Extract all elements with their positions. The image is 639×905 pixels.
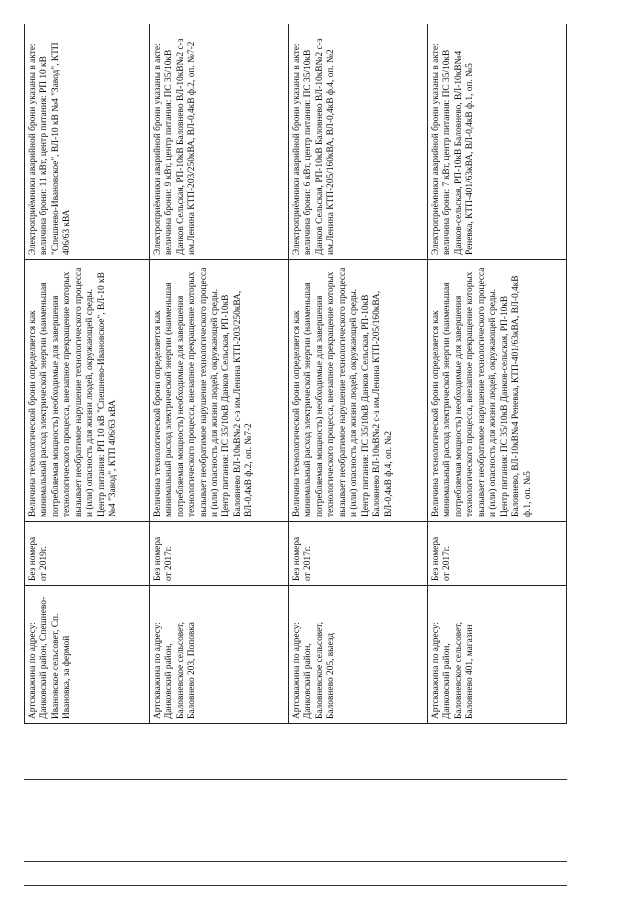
rotated-table-area — [24, 24, 567, 724]
number-cell: Без номера от 2017г. — [288, 522, 427, 586]
table-row — [288, 24, 427, 724]
emergency-cell: Электроприёмники аварийной брони указаны в акте: величина брони: 11 кВт, центр питания: РП 10 кВ "Спешнево-Ивановское", ВЛ-10 кВ №4 "Завод", КТП 406/63 кВА — [25, 24, 150, 260]
table-row — [149, 24, 288, 724]
number-cell: Без номера от 2017г. — [149, 522, 288, 586]
description-cell: Величина технологической брони определяется как минимальный расход электрической энергии (наименьшая потребляемая мощность) необходимые для завершения технологического процесса, внезапное прекращение которых вызывает необратимое нарушение технологического процесса и (или) опасность для жизни людей, окружающей среды. Центр питания: РП 10 кВ "Спешнево-Ивановское", ВЛ-10 кВ №4 "Завод", КТП 406/63 кВА — [25, 260, 150, 522]
reservation-table — [24, 24, 567, 724]
horizontal-rule — [24, 885, 567, 886]
number-cell: Без номера от 2019г. — [25, 522, 150, 586]
description-cell: Величина технологической брони определяется как минимальный расход электрической энергии (наименьшая потребляемая мощность) необходимые для завершения технологического процесса, внезапное прекращение которых вызывает необратимое нарушение технологического процесса и (или) опасность для жизни людей, окружающей среды. Центр питания: ПС 35/10кВ Данков-сельская, РП-10кВ Баловнево, ВЛ-10кВ№4 Реневка, КТП-401/63кВА, ВЛ-0,4кВ ф.1, оп. №5 — [427, 260, 566, 522]
table-row — [25, 24, 150, 724]
description-cell: Величина технологической брони определяется как минимальный расход электрической энергии (наименьшая потребляемая мощность) необходимые для завершения технологического процесса, внезапное прекращение которых вызывает необратимое нарушение технологического процесса и (или) опасность для жизни людей, окружающей среды. Центр питания: ПС 35/10кВ Данков Сельская, РП-10кВ Баловнево ВЛ-10кВ№2 с-з им.Ленина КТП-203/250кВА, ВЛ-0,4кВ ф.2, оп. №7-2 — [149, 260, 288, 522]
address-cell: Артскважина по адресу: Данковский район, Баловневское сельсовет, Баловнево 203, Поповка — [149, 586, 288, 724]
horizontal-rule — [24, 861, 567, 862]
table-row — [427, 24, 566, 724]
emergency-cell: Электроприёмники аварийной брони указаны в акте: величина брони: 6 кВт, центр питания: ПС 35/10кВ Данков Сельская, РП-10кВ Баловнево ВЛ-10кВ№2 с-з им.Ленина КТП-205/160кВА, ВЛ-0,4кВ ф.4, оп. №2 — [288, 24, 427, 260]
number-cell: Без номера от 2017г. — [427, 522, 566, 586]
horizontal-rule — [24, 779, 567, 780]
address-cell: Артскважина по адресу: Данковский район, Баловневское сельсовет, Баловнево 401, магазин — [427, 586, 566, 724]
description-cell: Величина технологической брони определяется как минимальный расход электрической энергии (наименьшая потребляемая мощность) необходимые для завершения технологического процесса, внезапное прекращение которых вызывает необратимое нарушение технологического процесса и (или) опасность для жизни людей, окружающей среды. Центр питания: ПС 35/10кВ Данков Сельская, РП-10кВ Баловнево ВЛ-10кВ№2 с-з им.Ленина КТП-205/160кВА, ВЛ-0,4кВ ф.4, оп. №2 — [288, 260, 427, 522]
emergency-cell: Электроприёмники аварийной брони указаны в акте: величина брони: 7 кВт, центр питания: ПС 35/10кВ Данков-сельская, РП-10кВ Баловнево, ВЛ-10кВ№4 Реневка, КТП-401/63кВА, ВЛ-0,4кВ ф.1, оп. №5 — [427, 24, 566, 260]
table-wrapper — [24, 24, 567, 724]
address-cell: Артскважина по адресу: Данковский район, Баловневское сельсовет, Баловнево 205, выезд — [288, 586, 427, 724]
emergency-cell: Электроприёмники аварийной брони указаны в акте: величина брони: 9 кВт, центр питания: ПС 35/10кВ Данков Сельская, РП-10кВ Баловнево ВЛ-10кВ№2 с-з им.Ленина КТП-203/250кВА, ВЛ-0,4кВ ф.2, оп. №7-2 — [149, 24, 288, 260]
address-cell: Артскважина по адресу: Данковский район, Спешнево-Ивановское сельсовет, Сп. Ивановка, за фермой — [25, 586, 150, 724]
